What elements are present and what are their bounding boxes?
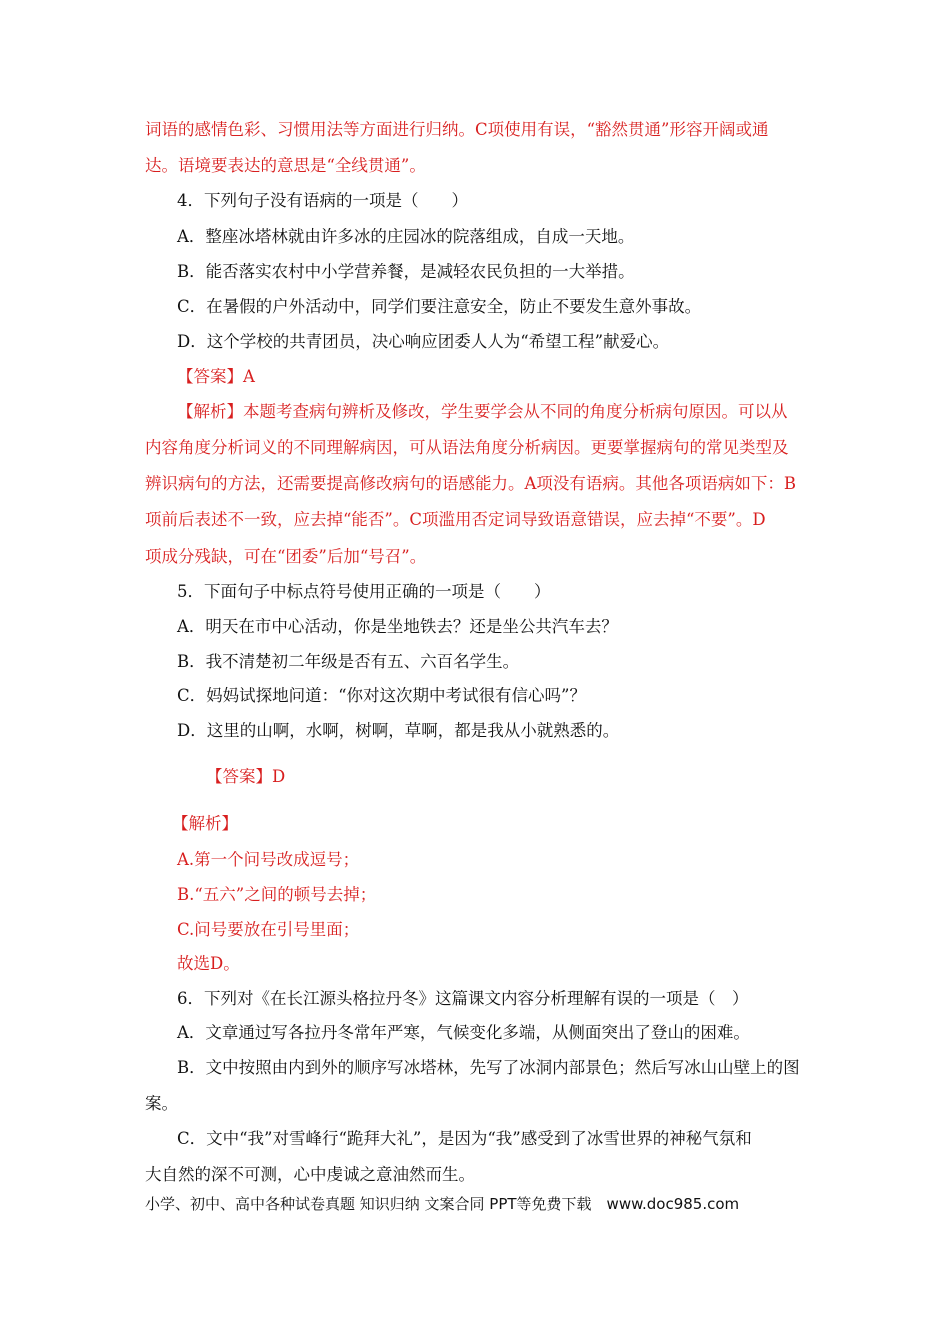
footer-text: 小学、初中、高中各种试卷真题 知识归纳 文案合同 PPT等免费下载 www.doc985.com	[145, 1195, 740, 1213]
q6-stem: 6．下列对《在长江源头格拉丹冬》这篇课文内容分析理解有误的一项是（ ）	[177, 989, 749, 1008]
q6-option-b-line-2: 案。	[145, 1094, 178, 1113]
q4-answer: 【答案】A	[177, 367, 255, 386]
q4-option-a: A．整座冰塔林就由许多冰的庄园冰的院落组成，自成一天地。	[177, 227, 635, 246]
q4-analysis-line-5: 项成分残缺，可在“团委”后加“号召”。	[145, 547, 427, 566]
q6-option-a: A．文章通过写各拉丹冬常年严寒，气候变化多端，从侧面突出了登山的困难。	[177, 1023, 750, 1042]
q5-option-d: D．这里的山啊，水啊，树啊，草啊，都是我从小就熟悉的。	[177, 721, 620, 740]
q5-answer: 【答案】D	[206, 767, 286, 786]
q5-option-c: C．妈妈试探地问道：“你对这次期中考试很有信心吗”？	[177, 686, 586, 705]
q4-analysis-line-1: 【解析】本题考查病句辨析及修改，学生要学会从不同的角度分析病句原因。可以从	[177, 402, 788, 421]
q5-option-b: B．我不清楚初二年级是否有五、六百名学生。	[177, 652, 520, 671]
q6-option-c-line-2: 大自然的深不可测，心中虔诚之意油然而生。	[145, 1165, 475, 1184]
q5-option-a: A．明天在市中心活动，你是坐地铁去？还是坐公共汽车去？	[177, 617, 618, 636]
continuation-line-1: 词语的感情色彩、习惯用法等方面进行归纳。C项使用有误，“豁然贯通”形容开阔或通	[145, 120, 769, 139]
q6-option-b-line-1: B．文中按照由内到外的顺序写冰塔林，先写了冰洞内部景色；然后写冰山山壁上的图	[177, 1058, 800, 1077]
q5-analysis-line-1: A.第一个问号改成逗号；	[177, 850, 360, 869]
q5-analysis-line-4: 故选D。	[177, 954, 240, 973]
q4-analysis-line-4: 项前后表述不一致，应去掉“能否”。C项滥用否定词导致语意错误，应去掉“不要”。D	[145, 510, 766, 529]
q4-stem: 4．下列句子没有语病的一项是（ ）	[177, 191, 468, 210]
q5-analysis-line-2: B.“五六”之间的顿号去掉；	[177, 885, 377, 904]
continuation-line-2: 达。语境要表达的意思是“全线贯通”。	[145, 156, 426, 175]
q6-option-c-line-1: C．文中“我”对雪峰行“跪拜大礼”，是因为“我”感受到了冰雪世界的神秘气氛和	[177, 1129, 752, 1148]
q4-analysis-line-3: 辨识病句的方法，还需要提高修改病句的语感能力。A项没有语病。其他各项语病如下：B	[145, 474, 797, 493]
q4-analysis-line-2: 内容角度分析词义的不同理解病因，可从语法角度分析病因。更要掌握病句的常见类型及	[145, 438, 789, 457]
q5-analysis-line-3: C.问号要放在引号里面；	[177, 920, 360, 939]
q5-analysis-label: 【解析】	[172, 814, 238, 833]
q4-option-d: D．这个学校的共青团员，决心响应团委人人为“希望工程”献爱心。	[177, 332, 670, 351]
q4-option-c: C．在暑假的户外活动中，同学们要注意安全，防止不要发生意外事故。	[177, 297, 702, 316]
q4-option-b: B．能否落实农村中小学营养餐，是减轻农民负担的一大举措。	[177, 262, 635, 281]
q5-stem: 5．下面句子中标点符号使用正确的一项是（ ）	[177, 582, 551, 601]
